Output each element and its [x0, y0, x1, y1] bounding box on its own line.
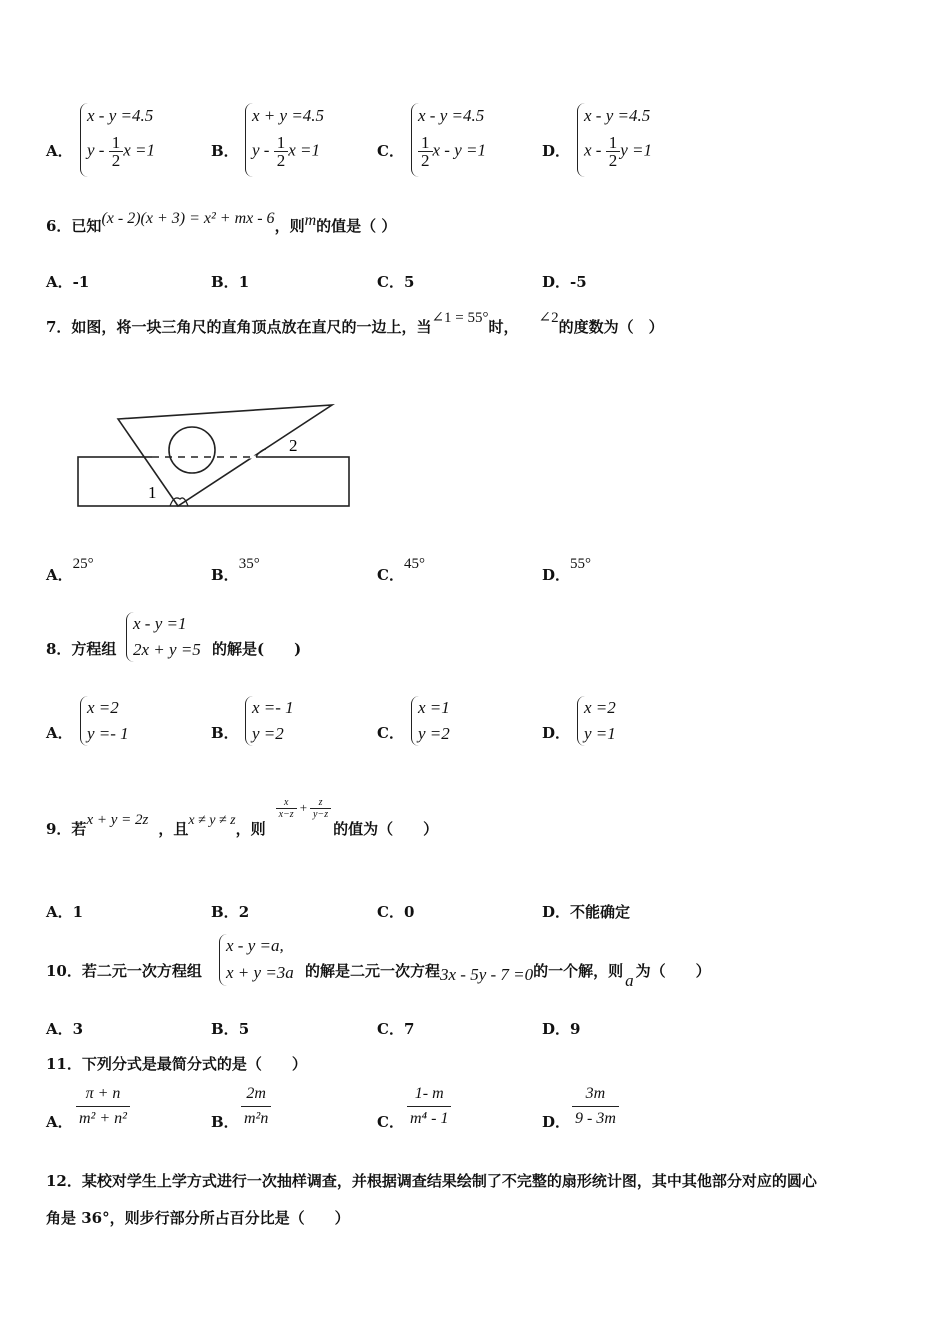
- q11-option-d-fraction: $\frac{3m}{9 - 3m}$: [572, 1085, 619, 1128]
- q6-option-b: B．1: [211, 273, 250, 291]
- q7-figure: [70, 395, 360, 515]
- q5-b-row2: [252, 134, 324, 169]
- q5-d-row2-right: y =1: [620, 140, 652, 160]
- q5-b-row1: x + y =4.5: [252, 106, 325, 125]
- frac-den: 2: [111, 151, 121, 170]
- q10-equation: 3x - 5y - 7 =0: [440, 965, 534, 984]
- q6-option-c: C．5: [377, 273, 415, 291]
- q5-d-row2-left: x -: [584, 140, 606, 160]
- frac-den: 2: [608, 151, 618, 170]
- q8-option-c-letter: C．: [377, 724, 404, 742]
- q7-option-a: A．25°: [46, 556, 94, 584]
- q8-option-b-letter: B．: [211, 724, 239, 742]
- q10-stem-rest: [305, 960, 711, 990]
- q8-system: [126, 612, 201, 662]
- q9-condition-1: x + y = 2z: [86, 812, 149, 828]
- question-6: [46, 210, 397, 236]
- q6-option-a: A．-1: [46, 273, 90, 291]
- q9-condition-2: x ≠ y ≠ z: [188, 813, 236, 828]
- q11-option-a-fraction: $\frac{\pi + n}{\text{m² + n²}}$: [76, 1085, 130, 1128]
- q8-option-d-letter: D．: [542, 724, 571, 742]
- q9-option-d: D．不能确定: [542, 903, 631, 921]
- q8-stem-start: 8．方程组: [46, 640, 117, 658]
- q10-row1: x - y =a,: [226, 936, 284, 955]
- label-angle-2: 2: [289, 436, 298, 455]
- q10-option-b: B．5: [211, 1020, 250, 1038]
- q7-stem-start: 7．如图，将一块三角尺的直角顶点放在直尺的一边上，当: [46, 318, 432, 336]
- q10-row2: x + y =3a: [226, 963, 294, 982]
- frac-num: 1: [418, 134, 433, 152]
- q10-stem-end: 为（ ）: [635, 962, 711, 980]
- q7-angle: ∠2: [538, 310, 559, 326]
- q8-option-c-system: x =1 y =2: [411, 696, 450, 746]
- q8-option-b-system: x =- 1 y =2: [245, 696, 294, 746]
- q10-option-c: C．7: [377, 1020, 415, 1038]
- q5-a-row1: x - y =4.5: [87, 106, 154, 125]
- q7-option-b: B．35°: [211, 556, 260, 584]
- q7-option-d: D．55°: [542, 556, 592, 584]
- q7-option-c: C．45°: [377, 556, 425, 584]
- q10-option-a: A．3: [46, 1020, 84, 1038]
- q8-option-a-letter: A．: [46, 724, 73, 742]
- q10-stem-mid: 的解是二元一次方程: [305, 962, 441, 980]
- q5-b-row2-right: x =1: [288, 140, 320, 160]
- q11-option-c-letter: C．: [377, 1113, 404, 1131]
- q7-stem-mid: 时，: [488, 318, 519, 336]
- ruler-shape: [78, 457, 349, 506]
- q11-option-a-letter: A．: [46, 1113, 73, 1131]
- q9-stem-mid2: ，则: [235, 820, 266, 838]
- q10-system: [219, 934, 294, 986]
- q6-stem-mid: ，则: [274, 217, 305, 235]
- q5-option-c-letter: C．: [377, 142, 404, 160]
- q5-a-row2-right: x =1: [123, 140, 155, 160]
- q6-stem-start: 6．已知: [46, 217, 102, 235]
- q5-option-b-system: [245, 103, 324, 177]
- q9-stem-mid1: ，且: [158, 820, 189, 838]
- q5-option-d-system: [577, 103, 652, 177]
- q7-condition: ∠1 = 55°: [431, 310, 489, 326]
- q11-option-c-fraction: $\frac{1- m}{\text{m⁴ - 1}}$: [407, 1085, 451, 1128]
- q5-option-a-letter: A．: [46, 142, 73, 160]
- q9-expression: $\frac{x}{x-z}$ + $\frac{z}{y-z}$: [276, 797, 332, 820]
- q8-option-d-system: x =2 y =1: [577, 696, 616, 746]
- q5-option-b-letter: B．: [211, 142, 239, 160]
- q10-stem-start: 10．若二元一次方程组: [46, 962, 202, 980]
- q5-a-row2: [87, 134, 155, 169]
- q5-d-row2: [584, 134, 652, 169]
- q6-stem-end: 的值是（ ）: [316, 217, 397, 235]
- q10-stem-mid2: 的一个解，则: [533, 962, 624, 980]
- q5-d-row1: x - y =4.5: [584, 106, 651, 125]
- label-angle-1: 1: [148, 483, 157, 502]
- q5-a-row2-left: y -: [87, 140, 109, 160]
- q5-c-row2-right: x - y =1: [432, 140, 486, 160]
- q8-row1: x - y =1: [133, 614, 187, 633]
- q8-stem-end: 的解是( ): [212, 640, 302, 658]
- q9-option-c: C．0: [377, 903, 415, 921]
- q7-stem-end: 的度数为（ ）: [558, 318, 664, 336]
- q10-option-d: D．9: [542, 1020, 581, 1038]
- question-9: [46, 796, 439, 842]
- q11-option-b-letter: B．: [211, 1113, 239, 1131]
- q8-row2: 2x + y =5: [133, 640, 201, 659]
- q9-stem-end: 的值为（ ）: [333, 820, 439, 838]
- frac-num: 1: [606, 134, 621, 152]
- frac-num: 1: [109, 134, 124, 152]
- q9-option-b: B．2: [211, 903, 250, 921]
- question-11: 11．下列分式是最简分式的是（ ）: [46, 1055, 307, 1073]
- q5-c-row1: x - y =4.5: [418, 106, 485, 125]
- q6-option-d: D．-5: [542, 273, 587, 291]
- question-7: [46, 310, 664, 337]
- q6-expression: (x - 2)(x + 3) = x² + mx - 6: [101, 210, 275, 227]
- q5-option-a-system: [80, 103, 155, 177]
- frac-num: 1: [274, 134, 289, 152]
- q11-option-b-fraction: $\frac{2m}{\text{m²n}}$: [241, 1085, 271, 1128]
- q10-variable: a: [625, 971, 634, 990]
- q5-b-row2-left: y -: [252, 140, 274, 160]
- q8-option-a-system: x =2 y =- 1: [80, 696, 129, 746]
- frac-den: 2: [276, 151, 286, 170]
- q9-option-a: A．1: [46, 903, 84, 921]
- triangle-hole: [169, 427, 215, 473]
- q11-option-d-letter: D．: [542, 1113, 571, 1131]
- q5-c-row2: [418, 134, 486, 169]
- q12-line-1: 12．某校对学生上学方式进行一次抽样调查，并根据调查结果绘制了不完整的扇形统计图，其中其他部分对应的圆心: [46, 1172, 817, 1190]
- q5-option-c-system: [411, 103, 486, 177]
- q9-stem-start: 9．若: [46, 820, 87, 838]
- frac-den: 2: [421, 151, 430, 170]
- q6-variable: m: [304, 212, 317, 229]
- q5-option-d-letter: D．: [542, 142, 571, 160]
- q12-line-2: 角是 36°，则步行部分所占百分比是（ ）: [46, 1209, 350, 1227]
